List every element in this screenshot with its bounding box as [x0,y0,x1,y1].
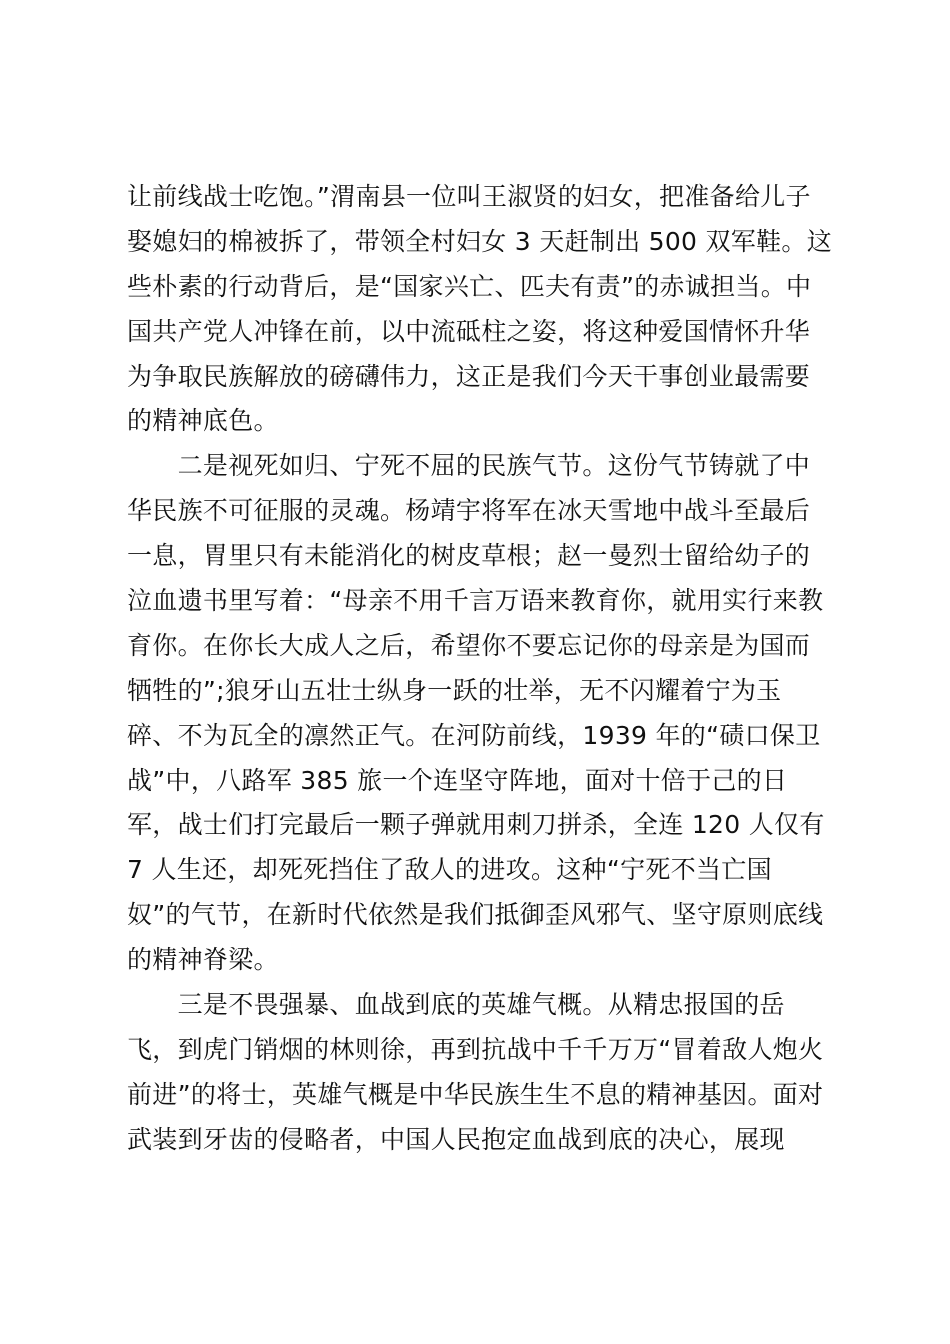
text-line: 一息，胃里只有未能消化的树皮草根；赵一曼烈士留给幼子的 [127,541,811,571]
text-line: 娶媳妇的棉被拆了，带领全村妇女 3 天赶制出 500 双军鞋。这 [127,226,833,256]
text-line: 前进”的将士，英雄气概是中华民族生生不息的精神基因。面对 [127,1079,824,1109]
text-line: 泣血遗书里写着：“母亲不用千言万语来教育你，就用实行来教 [127,586,824,616]
text-line: 牺牲的”;狼牙山五壮士纵身一跃的壮举，无不闪耀着宁为玉 [127,675,782,705]
text-line: 国共产党人冲锋在前，以中流砥柱之姿，将这种爱国情怀升华 [127,316,811,346]
text-line: 飞，到虎门销烟的林则徐，再到抗战中千千万万“冒着敌人炮火 [127,1034,824,1064]
text-line: 育你。在你长大成人之后，希望你不要忘记你的母亲是为国而 [127,630,811,660]
text-line: 为争取民族解放的磅礴伟力，这正是我们今天干事创业最需要 [127,361,811,391]
text-line: 7 人生还，却死死挡住了敌人的进攻。这种“宁死不当亡国 [127,855,772,885]
text-line: 华民族不可征服的灵魂。杨靖宇将军在冰天雪地中战斗至最后 [127,496,811,526]
text-line: 让前线战士吃饱。”渭南县一位叫王淑贤的妇女，把准备给儿子 [127,182,811,211]
text-line: 二是视死如归、宁死不屈的民族气节。这份气节铸就了中 [127,451,811,481]
text-line: 些朴素的行动背后，是“国家兴亡、匹夫有责”的赤诚担当。中 [127,271,812,301]
text-line: 碎、不为瓦全的凛然正气。在河防前线，1939 年的“碛口保卫 [127,720,821,750]
text-line: 奴”的气节，在新时代依然是我们抵御歪风邪气、坚守原则底线 [127,900,824,930]
text-line: 三是不畏强暴、血战到底的英雄气概。从精忠报国的岳 [127,990,785,1020]
text-line: 军，战士们打完最后一颗子弹就用刺刀拼杀，全连 120 人仅有 [127,810,825,840]
body-text [127,175,847,1163]
text-line: 武装到牙齿的侵略者，中国人民抱定血战到底的决心，展现 [127,1124,785,1154]
text-line: 的精神脊梁。 [127,945,279,975]
text-line: 的精神底色。 [127,406,279,436]
text-line: 战”中，八路军 385 旅一个连坚守阵地，面对十倍于己的日 [127,765,788,795]
